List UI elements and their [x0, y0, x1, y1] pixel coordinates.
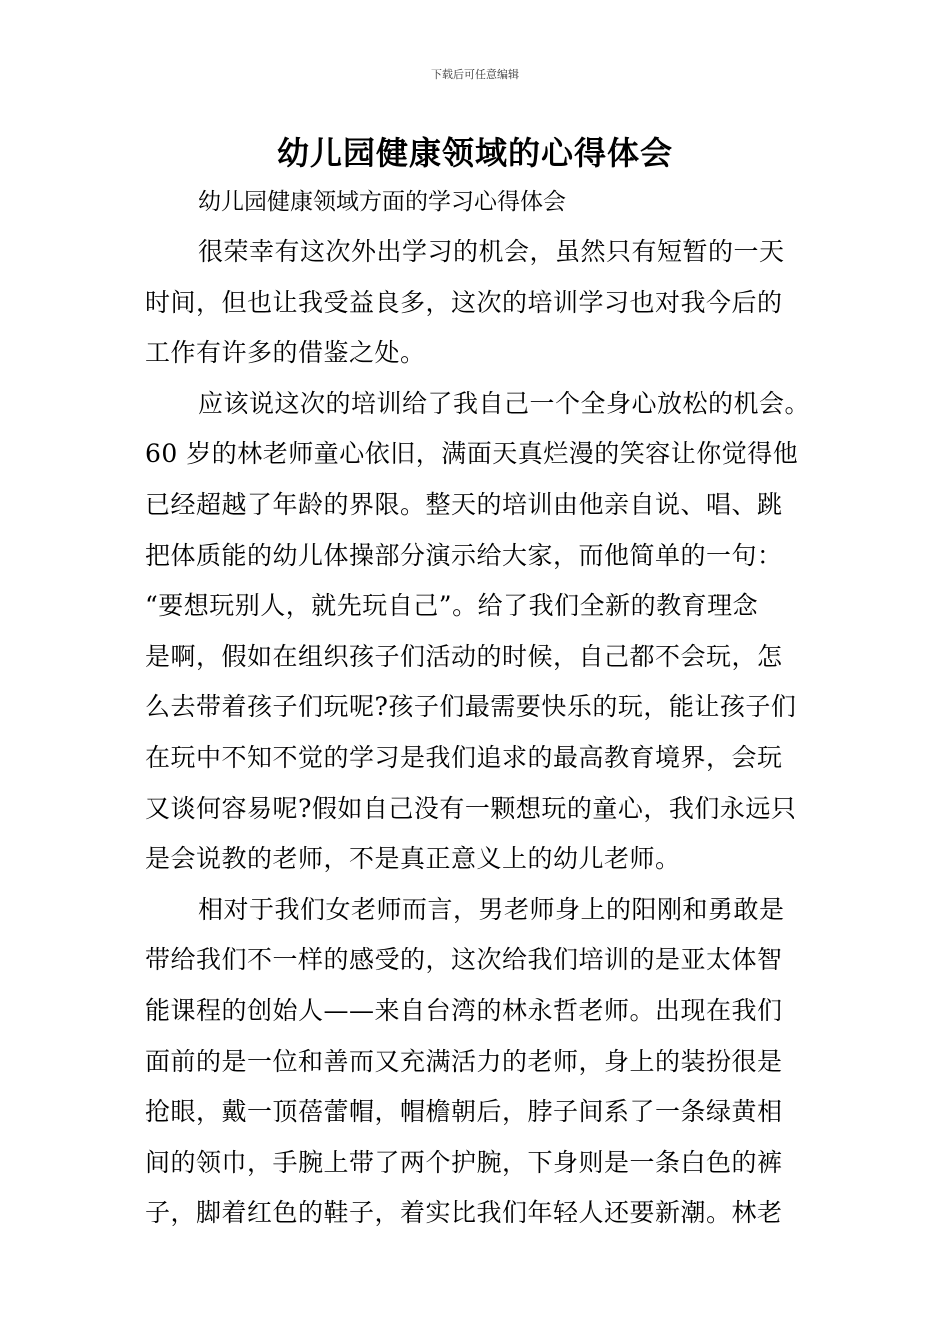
body-line: 面前的是一位和善而又充满活力的老师，身上的装扮很是	[145, 1046, 783, 1076]
document-title: 幼儿园健康领域的心得体会	[276, 134, 673, 172]
body-line: 工作有许多的借鉴之处。	[145, 338, 426, 368]
body-line: 已经超越了年龄的界限。整天的培训由他亲自说、唱、跳	[145, 490, 783, 519]
body-line: 么去带着孩子们玩呢?孩子们最需要快乐的玩，能让孩子们	[145, 692, 797, 722]
body-line: 能课程的创始人——来自台湾的林永哲老师。出现在我们	[145, 996, 783, 1025]
body-line: 间的领巾，手腕上带了两个护腕，下身则是一条白色的裤	[145, 1147, 783, 1177]
body-line: 是啊，假如在组织孩子们活动的时候，自己都不会玩，怎	[145, 641, 783, 671]
body-line: 把体质能的幼儿体操部分演示给大家，而他简单的一句：	[145, 540, 783, 570]
header-note: 下载后可任意编辑	[431, 68, 519, 81]
document-subtitle: 幼儿园健康领域方面的学习心得体会	[198, 189, 566, 215]
body-line: 60 岁的林老师童心依旧，满面天真烂漫的笑容让你觉得他	[145, 439, 799, 469]
body-line: 抢眼，戴一顶蓓蕾帽，帽檐朝后，脖子间系了一条绿黄相	[145, 1097, 783, 1127]
body-line: “要想玩别人，就先玩自己”。给了我们全新的教育理念	[145, 591, 759, 621]
body-line: 又谈何容易呢?假如自己没有一颗想玩的童心，我们永远只	[145, 793, 797, 823]
body-line: 是会说教的老师，不是真正意义上的幼儿老师。	[145, 844, 681, 874]
body-line: 时间，但也让我受益良多，这次的培训学习也对我今后的	[145, 287, 783, 317]
body-line: 应该说这次的培训给了我自己一个全身心放松的机会。	[198, 388, 811, 418]
body-line: 子，脚着红色的鞋子，着实比我们年轻人还要新潮。林老	[145, 1198, 783, 1228]
body-line: 带给我们不一样的感受的，这次给我们培训的是亚太体智	[145, 945, 783, 975]
body-line: 在玩中不知不觉的学习是我们追求的最高教育境界，会玩	[145, 743, 783, 772]
body-line: 相对于我们女老师而言，男老师身上的阳刚和勇敢是	[198, 894, 785, 924]
body-line: 很荣幸有这次外出学习的机会，虽然只有短暂的一天	[198, 237, 785, 266]
